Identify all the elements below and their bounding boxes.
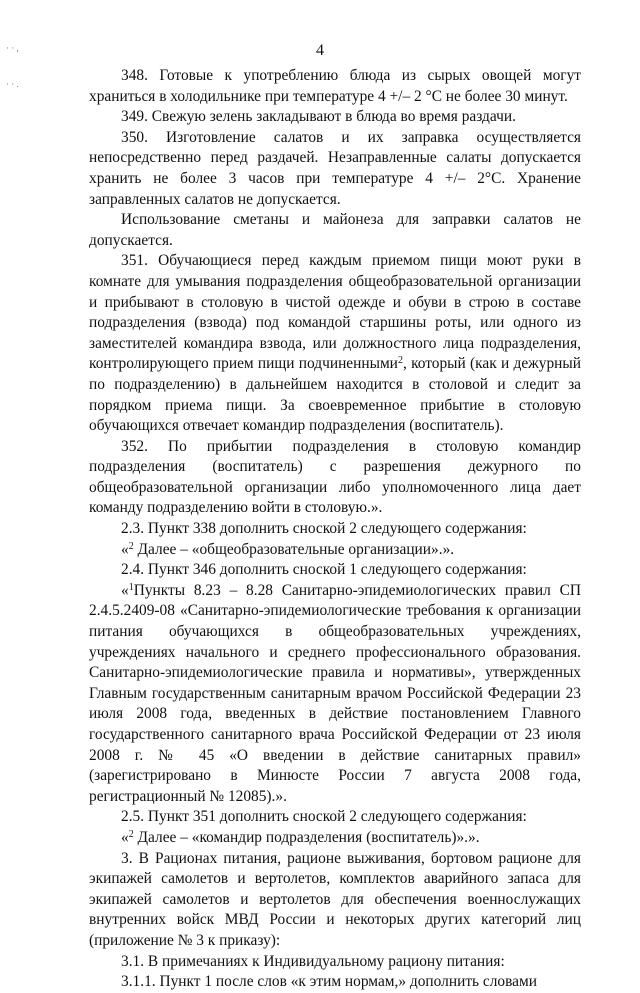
footnote-text bbox=[89, 540, 581, 561]
paragraph: 2.5. Пункт 351 дополнить сноской 2 следующего содержания: bbox=[121, 808, 527, 826]
footnote-marker: 1 bbox=[128, 581, 134, 593]
open-quote: « bbox=[121, 540, 129, 558]
paragraph-text: Далее – «командир подразделения (воспитатель)».». bbox=[133, 828, 480, 846]
footnote-text bbox=[89, 581, 581, 808]
paragraph: 2.3. Пункт 338 дополнить сноской 2 следующего содержания: bbox=[121, 520, 527, 538]
paragraph-text: 351. Обучающиеся перед каждым приемом пищи моют руки в комнате для умывания подразделения общеобразовательной организации и прибывают в столовую в чистой одежде и обуви в строю в составе подразделения (взвода) под командой старшины роты, или одного из заместителей командира взвода, или должностного лица подразделения, контролирующего прием пищи подчиненными bbox=[89, 252, 581, 373]
paragraph-text: , который (как и дежурный по подразделению) в дальнейшем находится в столовой и следит за порядком приема пищи. За своевременное прибытие в столовую обучающихся отвечает командир подразделения (воспитатель). bbox=[89, 355, 581, 435]
paragraph bbox=[89, 251, 581, 436]
open-quote: « bbox=[121, 828, 129, 846]
scan-specks bbox=[6, 30, 19, 102]
paragraph: 350. Изготовление салатов и их заправка осуществляется непосредственно перед раздачей. Незаправленные салаты допускается хранить не более 3 часов при температуре 4 +/– 2°С. Хранение заправленных салатов не допускается. bbox=[89, 128, 581, 208]
paragraph: 2.4. Пункт 346 дополнить сноской 1 следующего содержания: bbox=[121, 561, 527, 579]
paragraph: 3.1. В примечаниях к Индивидуальному рациону питания: bbox=[121, 952, 505, 970]
footnote-marker: 2 bbox=[128, 828, 134, 840]
paragraph: 3. В Рационах питания, рационе выживания, бортовом рационе для экипажей самолетов и вертолетов, комплектов аварийного запаса для экипажей самолетов и вертолетов для обеспечения военнослужащих внутренних войск МВД России и некоторых других категорий лиц (приложение № 3 к приказу): bbox=[89, 849, 581, 949]
paragraph: 348. Готовые к употреблению блюда из сырых овощей могут храниться в холодильнике при температуре 4 +/– 2 °С не более 30 минут. bbox=[89, 67, 581, 105]
footnote-marker: 2 bbox=[397, 355, 403, 367]
paragraph: 352. По прибытии подразделения в столовую командир подразделения (воспитатель) с разрешения дежурного по общеобразовательной организации либо уполномоченного лица дает команду подразделению войти в столовую.». bbox=[89, 437, 581, 517]
footnote-marker: 2 bbox=[128, 540, 134, 552]
document-body bbox=[89, 66, 581, 993]
paragraph-text: Пункты 8.23 – 8.28 Санитарно-эпидемиологических правил СП 2.4.5.2409-08 «Санитарно-эпидемиологические требования к организации питания обучающихся в общеобразовательных учреждениях, учреждениях начального и среднего профессионального образования. Санитарно-эпидемиологические правила и нормативы», утвержденных Главным государственным санитарным врачом Российской Федерации 23 июля 2008 года, введенных в действие постановлением Главного государственного санитарного врача Российской Федерации от 23 июля 2008 г. № 45 «О введении в действие санитарных правил» (зарегистрировано в Минюсте России 7 августа 2008 года, регистрационный № 12085).». bbox=[89, 581, 581, 805]
paragraph: 3.1.1. Пункт 1 после слов «к этим нормам,» дополнить словами bbox=[121, 973, 537, 991]
paragraph: 349. Свежую зелень закладывают в блюда во время раздачи. bbox=[121, 108, 516, 126]
footnote-text bbox=[89, 828, 581, 849]
scan-speck: · · . bbox=[6, 79, 19, 89]
paragraph: Использование сметаны и майонеза для заправки салатов не допускается. bbox=[89, 211, 581, 249]
scan-speck: · · , bbox=[6, 43, 19, 53]
open-quote: « bbox=[121, 581, 129, 599]
page-number: 4 bbox=[316, 42, 324, 59]
paragraph-text: Далее – «общеобразовательные организации».». bbox=[133, 540, 455, 558]
